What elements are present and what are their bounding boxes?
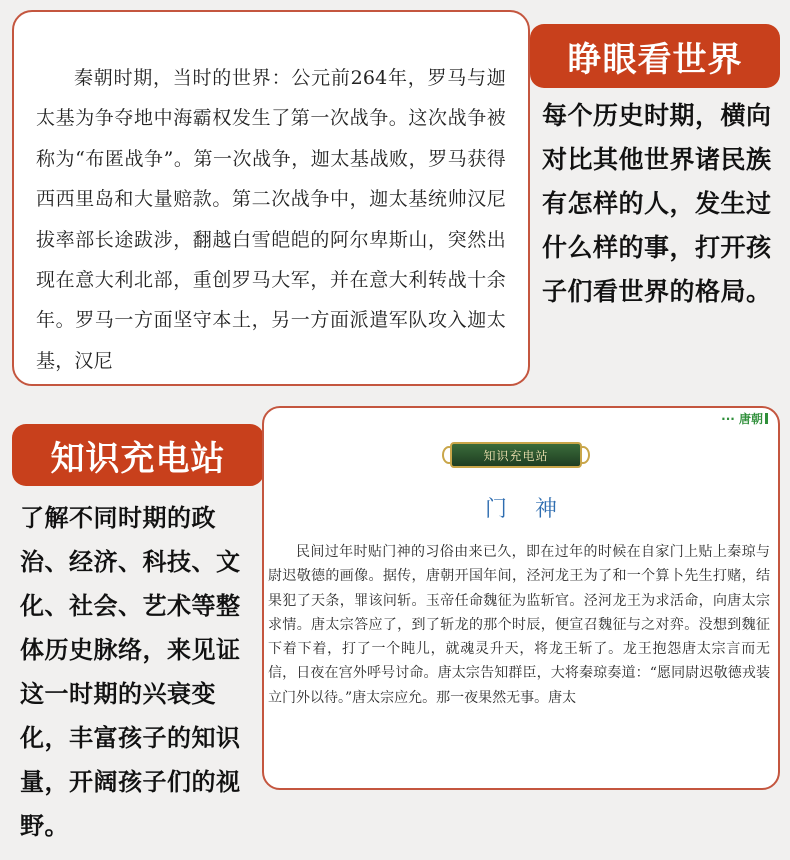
section-banner-world-view: 睁眼看世界 bbox=[530, 24, 780, 88]
knowledge-station-description: 了解不同时期的政治、经济、科技、文化、社会、艺术等整体历史脉络，来见证这一时期的兴衰变化，丰富孩子的知识量，开阔孩子们的视野。 bbox=[20, 504, 241, 840]
article-body: 民间过年时贴门神的习俗由来已久，即在过年的时候在自家门上贴上秦琼与尉迟敬德的画像。据传，唐朝开国年间，泾河龙王为了和一个算卜先生打赌，结果犯了天条，罪该问斩。玉帝任命魏征为监斩官。泾河龙王为求活命，向唐太宗求情。唐太宗答应了，到了斩龙的那个时辰，便宣召魏征与之对弈。没想到魏征下着下着，打了一个盹儿，就魂灵升天，将龙王斩了。龙王抱怨唐太宗言而无信，日夜在宫外呼号讨命。唐太宗告知群臣，大将秦琼奏道：“愿同尉迟敬德戎装立门外以待。”唐太宗应允。那一夜果然无事。唐太 bbox=[268, 544, 770, 706]
knowledge-badge bbox=[442, 442, 590, 468]
book-excerpt-panel-top bbox=[12, 10, 530, 386]
world-history-passage: 秦朝时期，当时的世界：公元前264年，罗马与迦太基为争夺地中海霸权发生了第一次战争。这次战争被称为“布匿战争”。第一次战争，迦太基战败，罗马获得西西里岛和大量赔款。第二次战争中，迦太基统帅汉尼拔率部长途跋涉，翻越白雪皑皑的阿尔卑斯山，突然出现在意大利北部，重创罗马大军，并在意大利转战十余年。罗马一方面坚守本土，另一方面派遣军队攻入迦太基，汉尼 bbox=[36, 67, 506, 372]
book-excerpt-panel-bottom bbox=[262, 406, 780, 790]
world-view-description: 每个历史时期，横向对比其他世界诸民族有怎样的人，发生过什么样的事，打开孩子们看世界的格局。 bbox=[542, 101, 772, 306]
header-bar-icon bbox=[765, 413, 768, 424]
section-banner-knowledge-station: 知识充电站 bbox=[12, 424, 264, 486]
page-header-tag bbox=[721, 410, 768, 427]
article-title: 门神 bbox=[484, 497, 585, 522]
knowledge-badge-label: 知识充电站 bbox=[450, 442, 582, 468]
page-header-label: ··· 唐朝 bbox=[721, 412, 763, 426]
